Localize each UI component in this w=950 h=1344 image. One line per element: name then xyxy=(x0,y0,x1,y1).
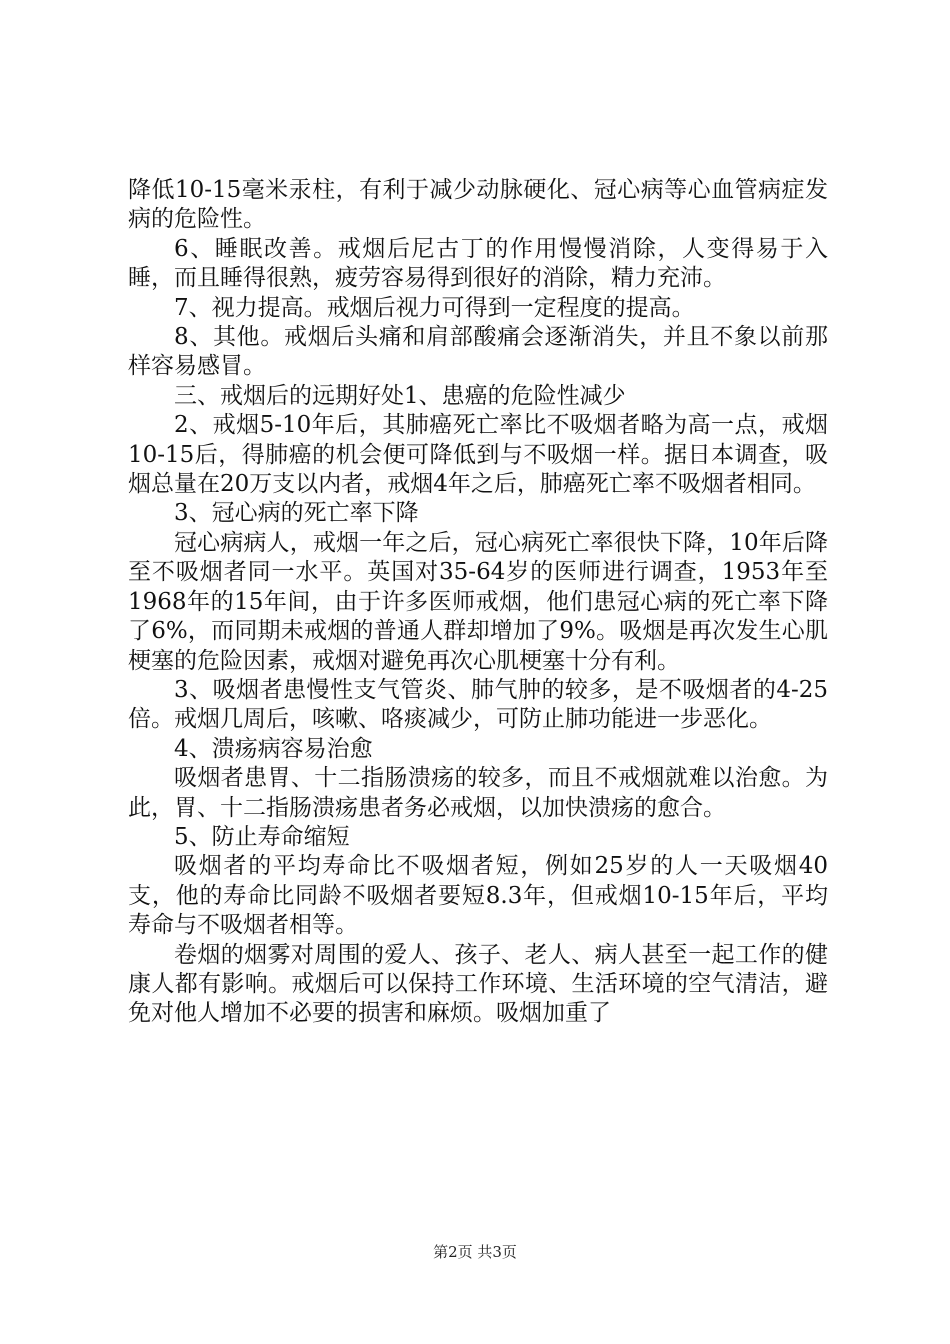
document-body xyxy=(128,176,828,1029)
paragraph-1: 降低10-15毫米汞柱，有利于减少动脉硬化、冠心病等心血管病症发病的危险性。 xyxy=(128,177,828,233)
paragraph-11: 吸烟者患胃、十二指肠溃疡的较多，而且不戒烟就难以治愈。为此，胃、十二指肠溃疡患者务必戒烟，以加快溃疡的愈合。 xyxy=(128,765,828,821)
subheading-ulcer: 4、溃疡病容易治愈 xyxy=(174,735,373,762)
paragraph-2: 6、睡眠改善。戒烟后尼古丁的作用慢慢消除，人变得易于入睡，而且睡得很熟，疲劳容易得到很好的消除，精力充沛。 xyxy=(128,235,828,292)
paragraph-6: 2、戒烟5-10年后，其肺癌死亡率比不吸烟者略为高一点，戒烟10-15后，得肺癌的机会便可降低到与不吸烟一样。据日本调查，吸烟总量在20万支以内者，戒烟4年之后，肺癌死亡率不吸烟者相同。 xyxy=(128,412,828,498)
page-number-label: 第2页 共3页 xyxy=(433,1243,517,1261)
paragraph-3: 7、视力提高。戒烟后视力可得到一定程度的提高。 xyxy=(174,294,695,321)
section-heading-long-term-benefits: 三、戒烟后的远期好处1、患癌的危险性减少 xyxy=(174,382,626,409)
subheading-coronary-heart-disease: 3、冠心病的死亡率下降 xyxy=(174,500,419,527)
paragraph-9: 3、吸烟者患慢性支气管炎、肺气肿的较多，是不吸烟者的4-25倍。戒烟几周后，咳嗽、咯痰减少，可防止肺功能进一步恶化。 xyxy=(128,676,828,733)
page-footer xyxy=(0,1241,950,1262)
paragraph-14: 卷烟的烟雾对周围的爱人、孩子、老人、病人甚至一起工作的健康人都有影响。戒烟后可以保持工作环境、生活环境的空气清洁，避免对他人增加不必要的损害和麻烦。吸烟加重了 xyxy=(128,941,828,1027)
paragraph-4: 8、其他。戒烟后头痛和肩部酸痛会逐渐消失，并且不象以前那样容易感冒。 xyxy=(128,324,828,380)
paragraph-13: 吸烟者的平均寿命比不吸烟者短，例如25岁的人一天吸烟40支，他的寿命比同龄不吸烟者要短8.3年，但戒烟10-15年后，平均寿命与不吸烟者相等。 xyxy=(128,853,828,939)
subheading-lifespan: 5、防止寿命缩短 xyxy=(174,823,350,850)
paragraph-8: 冠心病病人，戒烟一年之后，冠心病死亡率很快下降，10年后降至不吸烟者同一水平。英国对35-64岁的医师进行调查，1953年至1968年的15年间，由于许多医师戒烟，他们患冠心病的死亡率下降了6%，而同期未戒烟的普通人群却增加了9%。吸烟是再次发生心肌梗塞的危险因素，戒烟对避免再次心肌梗塞十分有利。 xyxy=(128,529,828,674)
